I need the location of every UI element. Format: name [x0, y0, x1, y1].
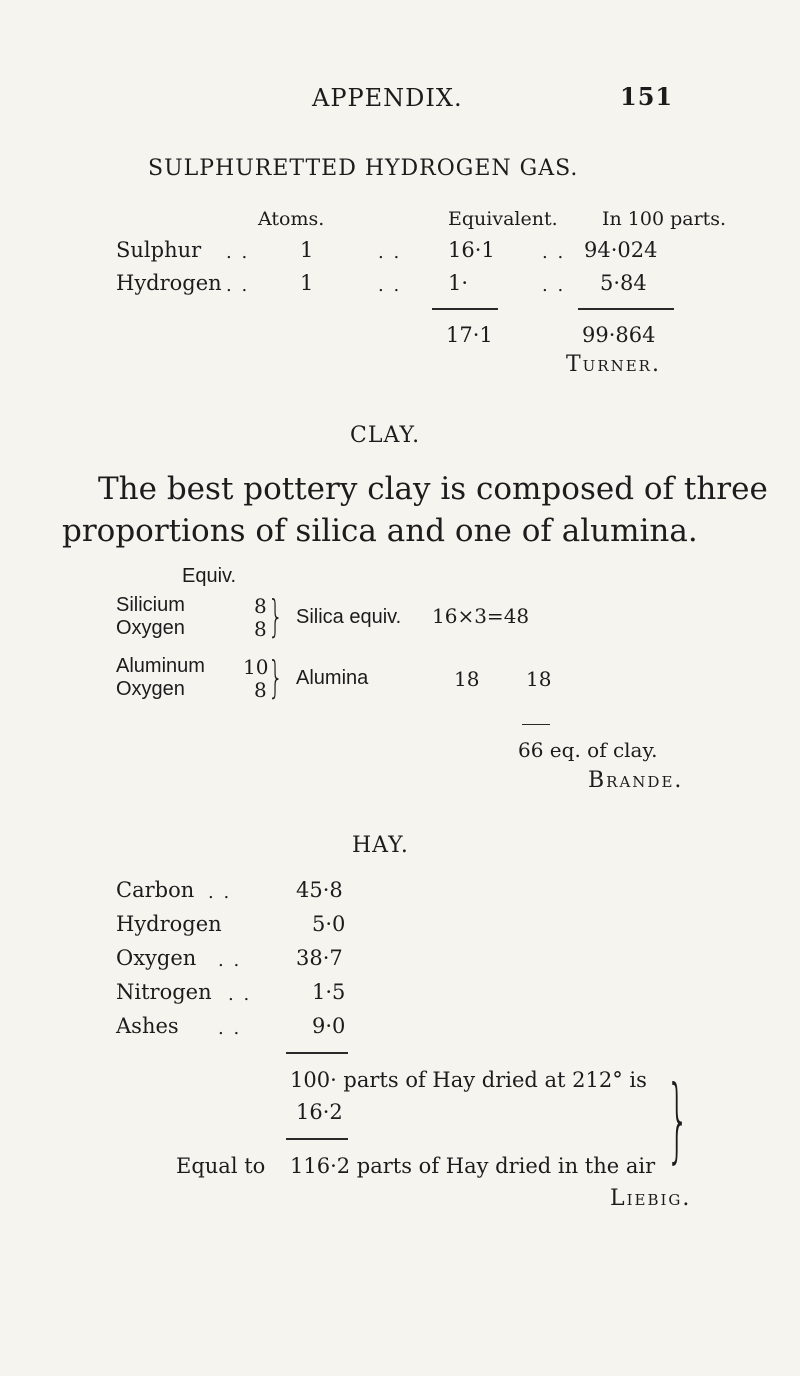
equivalent-total: 17·1	[446, 323, 493, 347]
sum-rule	[286, 1138, 348, 1140]
page-number: 151	[620, 82, 674, 111]
leader-dots: . .	[208, 882, 232, 903]
hay-air-line: 116·2 parts of Hay dried in the air	[290, 1154, 656, 1178]
equiv-value: 8	[254, 617, 267, 641]
element-name: Hydrogen	[116, 912, 222, 936]
hay-title: HAY.	[352, 833, 409, 858]
col-equivalent: Equivalent.	[448, 208, 558, 230]
hay-value: 1·5	[312, 980, 346, 1004]
leader-dots: . .	[228, 984, 252, 1005]
element-name: Oxygen	[116, 617, 185, 639]
element-name: Oxygen	[116, 946, 197, 970]
atoms-value: 1	[300, 238, 314, 262]
col-atoms: Atoms.	[258, 208, 325, 230]
sum-rule	[522, 724, 550, 725]
percent-total: 99·864	[582, 323, 656, 347]
leader-dots: . .	[542, 275, 566, 296]
brace-icon: }	[268, 591, 284, 642]
col-percent: In 100 parts.	[602, 208, 727, 230]
leader-dots: . .	[218, 1018, 242, 1039]
leader-dots: . .	[226, 242, 250, 263]
hay-value: 38·7	[296, 946, 343, 970]
equiv-value: 8	[254, 594, 267, 618]
running-title: APPENDIX.	[312, 84, 463, 112]
percent-value: 5·84	[600, 271, 647, 295]
leader-dots: . .	[226, 275, 250, 296]
element-name: Sulphur	[116, 238, 202, 262]
clay-title: CLAY.	[350, 423, 421, 448]
leader-dots: . .	[542, 242, 566, 263]
percent-value: 94·024	[584, 238, 658, 262]
sum-rule	[286, 1052, 348, 1054]
equiv-value: 10	[243, 655, 269, 679]
equiv-value: 8	[254, 678, 267, 702]
element-name: Silicium	[116, 594, 185, 616]
sum-rule	[432, 308, 498, 310]
element-name: Nitrogen	[116, 980, 212, 1004]
leader-dots: . .	[378, 275, 402, 296]
compound-calc: 16×3=48	[432, 604, 530, 628]
source-liebig: Liebig.	[610, 1186, 692, 1211]
source-turner: Turner.	[566, 352, 661, 377]
compound-calc: 18	[526, 667, 552, 691]
compound-name: Alumina	[296, 667, 369, 689]
hay-moisture: 16·2	[296, 1100, 343, 1124]
hay-value: 5·0	[312, 912, 346, 936]
sum-rule	[578, 308, 674, 310]
element-name: Aluminum	[116, 655, 205, 677]
hay-value: 45·8	[296, 878, 343, 902]
leader-dots: . .	[378, 242, 402, 263]
compound-calc: 18	[454, 667, 480, 691]
atoms-value: 1	[300, 271, 314, 295]
source-brande: Brande.	[588, 768, 684, 793]
equiv-label: Equiv.	[182, 565, 237, 587]
equivalent-value: 1·	[448, 271, 469, 295]
clay-intro-line1: The best pottery clay is composed of three	[98, 471, 768, 507]
leader-dots: . .	[218, 950, 242, 971]
compound-name: Silica equiv.	[296, 606, 402, 628]
hay-dried-line: 100· parts of Hay dried at 212° is	[290, 1068, 647, 1092]
brace-icon: }	[268, 652, 284, 703]
hay-value: 9·0	[312, 1014, 346, 1038]
element-name: Ashes	[116, 1014, 179, 1038]
element-name: Carbon	[116, 878, 195, 902]
element-name: Oxygen	[116, 678, 185, 700]
brace-icon: }	[666, 1066, 690, 1173]
clay-intro-line2: proportions of silica and one of alumina.	[62, 513, 698, 549]
sulphuretted-title: SULPHURETTED HYDROGEN GAS.	[148, 156, 579, 181]
equal-to-label: Equal to	[176, 1154, 266, 1178]
equivalent-value: 16·1	[448, 238, 495, 262]
element-name: Hydrogen	[116, 271, 222, 295]
clay-total: 66 eq. of clay.	[518, 738, 658, 762]
